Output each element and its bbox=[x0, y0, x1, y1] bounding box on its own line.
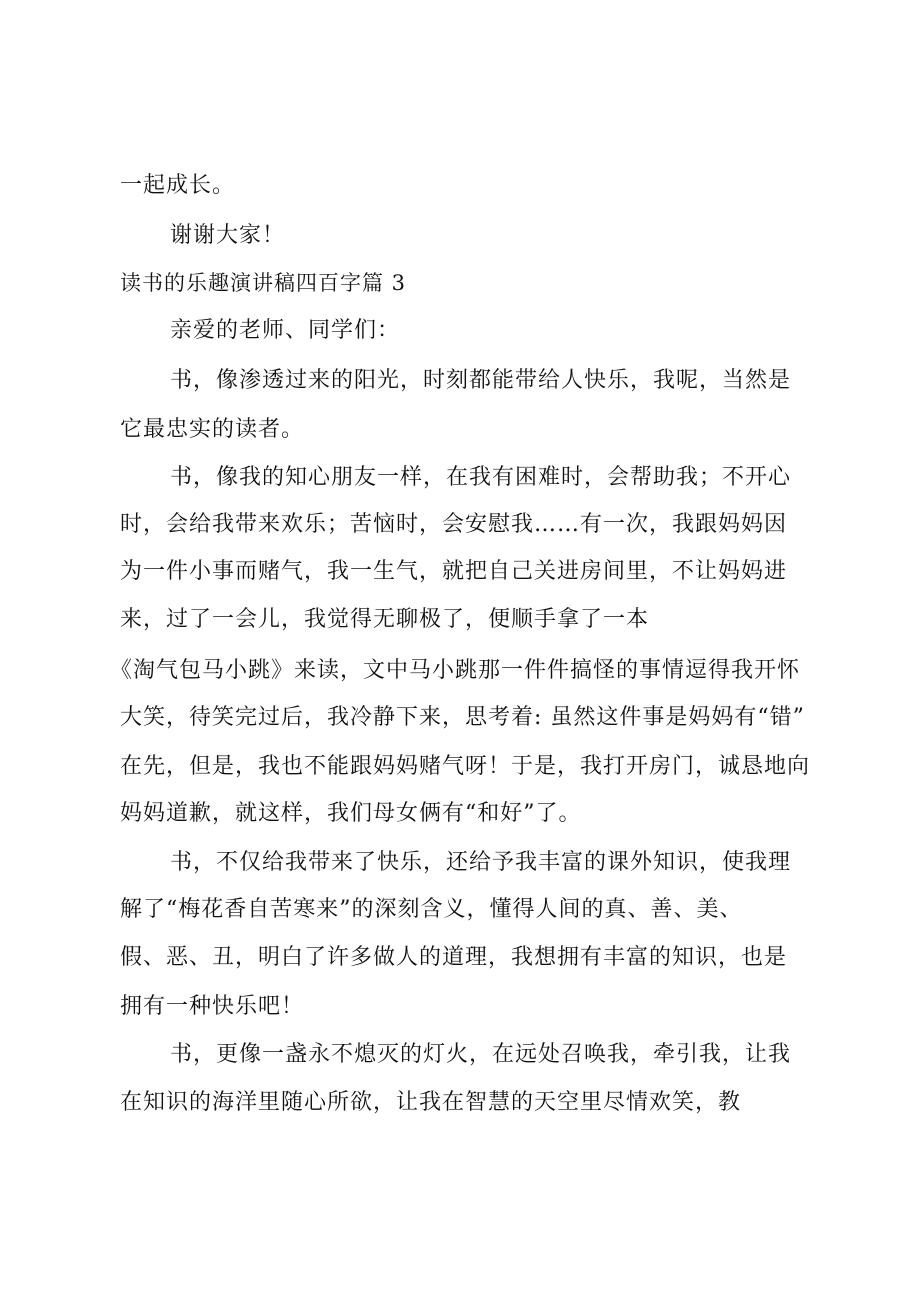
text-line: 一起成长。 bbox=[120, 173, 236, 198]
text-line: 假、恶、丑，明白了许多做人的道理，我想拥有丰富的知识，也是 bbox=[120, 945, 788, 970]
section-heading: 读书的乐趣演讲稿四百字篇 3 bbox=[120, 271, 407, 295]
text-line: 书，像我的知心朋友一样，在我有困难时，会帮助我；不开心 bbox=[170, 465, 792, 490]
text-line: 谢谢大家！ bbox=[170, 223, 286, 248]
text-line: 时，会给我带来欢乐；苦恼时，会安慰我……有一次，我跟妈妈因 bbox=[120, 512, 788, 537]
text-line: 在先，但是，我也不能跟妈妈赌气呀！于是，我打开房门，诚恳地向 bbox=[120, 754, 811, 779]
text-line: 大笑，待笑完过后，我冷静下来，思考着: 虽然这件事是妈妈有“错” bbox=[120, 705, 805, 730]
text-line: 《淘气包马小跳》来读，文中马小跳那一件件搞怪的事情逗得我开怀 bbox=[110, 658, 801, 683]
text-line: 为一件小事而赌气，我一生气，就把自己关进房间里，不让妈妈进 bbox=[120, 559, 788, 584]
text-line: 它最忠实的读者。 bbox=[120, 417, 305, 442]
text-line: 解了“梅花香自苦寒来”的深刻含义，懂得人间的真、善、美、 bbox=[120, 897, 743, 922]
text-line: 拥有一种快乐吧！ bbox=[120, 994, 305, 1019]
salutation: 亲爱的老师、同学们： bbox=[170, 318, 401, 343]
text-line: 在知识的海洋里随心所欲，让我在智慧的天空里尽情欢笑，教 bbox=[120, 1090, 742, 1115]
text-line: 书，不仅给我带来了快乐，还给予我丰富的课外知识，使我理 bbox=[170, 850, 792, 875]
text-line: 妈妈道歉，就这样，我们母女俩有“和好”了。 bbox=[120, 801, 582, 826]
text-line: 来，过了一会儿，我觉得无聊极了，便顺手拿了一本 bbox=[120, 607, 650, 632]
text-line: 书，像渗透过来的阳光，时刻都能带给人快乐，我呢，当然是 bbox=[170, 368, 792, 393]
text-line: 书，更像一盏永不熄灭的灯火，在远处召唤我，牵引我，让我 bbox=[170, 1042, 792, 1067]
